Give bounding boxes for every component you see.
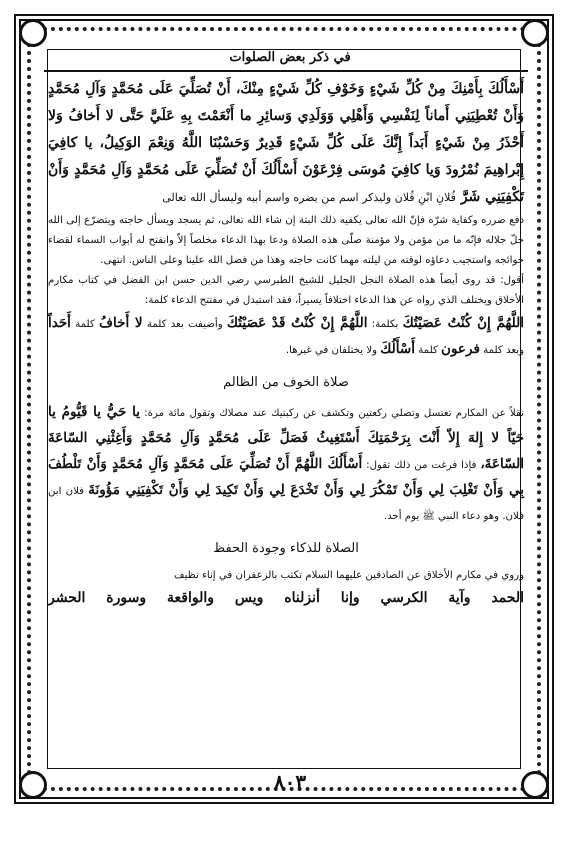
text-e: كلمة [418,345,438,356]
corner-ornament-icon [19,19,47,47]
phrase-d: أَحَداً [48,315,71,331]
explanation-paragraph: دفع ضرره وكفاية شرّه فإنّ الله تعالى يكفيه ذلك البتة إن شاء الله تعالى، ثم يسجد ويسأل حاجته ويتضرّع إلى الله جلّ جلاله فإنّه ما من مؤمن ولا مؤمنة صلّى هذه الصلاة ودعا بهذا الدعاء مخلصاً إلاّ وانفتح له أبواب السماء لقضاء حوائجه واستجيب دعاؤه لوقته من ليلته مهما كانت حاجته وهذا من فضل الله علينا وعلى الناس. انتهى. [48,215,524,266]
text-f: ولا يختلفان في غيرها. [285,345,378,356]
text-b: وأضيفت بعد كلمة [146,319,223,330]
text-c: كلمة [75,319,95,330]
commentary-paragraph [48,271,524,311]
closing-note: فلان ابن فلان. وهو دعاء النبي ﷺ يوم أحد. [48,486,524,522]
supplication-block-2: يا حَيُّ يا قَيُّومُ يا حَيّاً لا إِلهَ إِلاّ أَنْتَ بِرَحْمَتِكَ أَسْتَغِيثُ فَصَلِّ عَلَى مُحَمَّدٍ وَآلِ مُحَمَّدٍ وَأَغِثْنِي السّاعَةَ السّاعَةَ، [48,404,524,472]
header-divider [44,70,528,72]
instruction-text-2: فإذا فرغت من ذلك تقول: [366,460,477,471]
fear-prayer-paragraph [48,400,524,529]
page-content [48,76,524,766]
commentary-text: أقول: قد روى أيضاً هذه الصلاة النجل الجليل للشيخ الطبرسي رضي الدين حسن ابن الفضل في كتاب مكارم الأخلاق ويختلف الذي رواه عن هذا الدعاء اختلافاً يسيراً، فقد استبدل في مفتتح الدعاء كلمة: [48,275,524,306]
supplication-block-1: أَسْأَلُكَ بِأَمْنِكَ مِنْ كُلِّ شَيْءٍ وَخَوْفِ كُلِّ شَيْءٍ مِنْكَ، أَنْ تُصَلِّيَ عَلَى مُحَمَّدٍ وَآلِ مُحَمَّدٍ وَأَنْ تُعْطِيَنِي أَماناً لِنَفْسِي وَأَهْلِي وَوَلَدِي وَسائِرِ ما أَنْعَمْتَ بِهِ عَلَيَّ حَتَّى لا أَخافُ وَلا أَحْذَرُ مِنْ شَيْءٍ أَبَداً إِنَّكَ عَلَى كُلِّ شَيْءٍ قَدِيرٌ وَحَسْبُنَا اللَّهُ وَنِعْمَ الوَكِيلُ، يا كافِيَ إِبْراهِيمَ نُمْرُودَ وَيا كافِيَ مُوسَى فِرْعَوْنَ أَسْأَلُكَ أَنْ تُصَلِّيَ عَلَى مُحَمَّدٍ وَآلِ مُحَمَّدٍ وَأَنْ تَكْفِيَنِي شَرَّ [48,81,524,205]
phrase-f: أَسْأَلُكَ [380,341,415,357]
phrase-e: فرعون [441,341,480,357]
instruction-text: نقلاً عن المكارم تغتسل وتصلي ركعتين وتكشف عن ركبتيك عند مصلاك وتقول مائة مرة: [144,408,524,419]
corner-ornament-icon [521,19,549,47]
section-heading-memory-prayer: الصلاة للذكاء وجودة الحفظ [213,541,359,556]
phrase-c: لا أَخافُ [99,315,143,331]
surah-list-line: الحمد وآية الكرسي وإنا أنزلناه ويس والواقعة وسورة الحشر [48,590,524,606]
text-a: بكلمة: [371,319,399,330]
memory-prayer-paragraph: وروي في مكارم الأخلاق عن الصادقين عليهما السلام تكتب بالزعفران في إناء نظيف [174,570,524,581]
corner-ornament-icon [19,771,47,799]
supplication-text [48,76,524,211]
variant-wording-paragraph [48,311,524,363]
section-heading-fear-prayer: صلاة الخوف من الظالم [223,375,349,390]
text-d: وبعد كلمة [483,345,524,356]
supplication-block-3: أَسْأَلُكَ اللَّهُمَّ أَنْ تُصَلِّيَ عَلَى مُحَمَّدٍ وَآلِ مُحَمَّدٍ وَأَنْ تَلْطُفَ بِي وَأَنْ تَغْلِبَ لِي وَأَنْ تَمْكُرَ لِي وَأَنْ تَخْدَعَ لِي وَأَنْ تَكِيدَ لِي وَأَنْ تَكْفِيَنِي مَؤُونَةَ [48,456,525,498]
supplication-note: فُلانِ ابْنِ فُلان ولیذکر اسم من یضره واسم أبیه ولیسأل الله تعالی [162,191,456,204]
phrase-b: اللَّهُمَّ إِنْ كُنْتُ قَدْ عَصَيْتُكَ [226,315,368,331]
corner-ornament-icon [521,771,549,799]
page-number: ٨٠٣ [273,770,307,794]
phrase-a: اللَّهُمَّ إِنْ كُنْتُ عَصَيْتُكَ [402,315,524,331]
running-header: في ذكر بعض الصلوات [229,50,351,65]
